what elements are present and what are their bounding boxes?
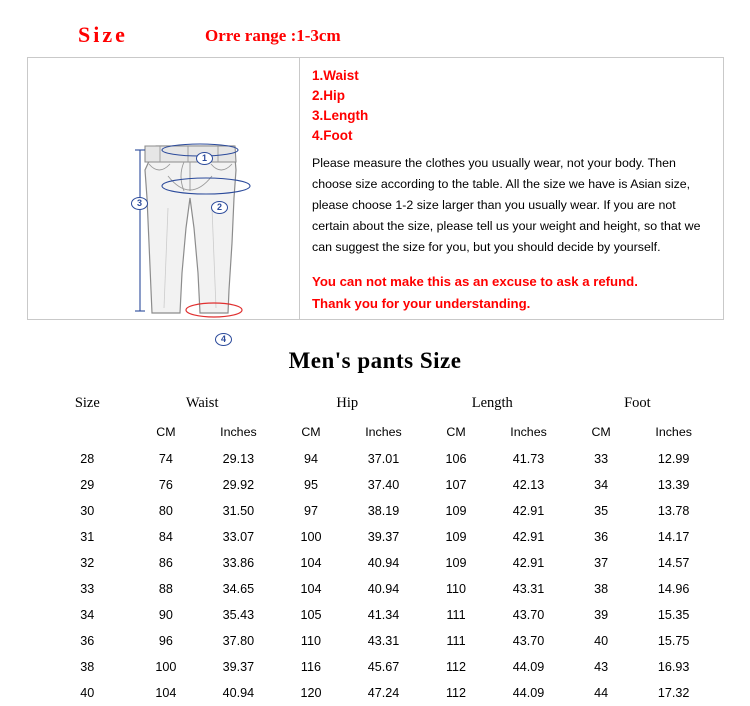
cell: 43.70: [512, 634, 545, 648]
cell: 36: [80, 634, 95, 648]
tolerance-note: Orre range :1-3cm: [205, 26, 341, 45]
cell: 36: [594, 530, 609, 544]
table-row: [45, 576, 710, 602]
cell: 16.93: [657, 660, 690, 674]
unit-header-hip-cm: CM: [301, 425, 321, 439]
cell: 41.73: [512, 452, 545, 466]
cell: 109: [445, 530, 467, 544]
cell: 40: [80, 686, 95, 700]
cell: 90: [158, 608, 173, 622]
cell: 104: [300, 556, 322, 570]
cell: 42.91: [512, 556, 545, 570]
table-row: [45, 498, 710, 524]
pants-diagram: [28, 58, 300, 344]
table-row: [45, 472, 710, 498]
cell: 34: [594, 478, 609, 492]
cell: 29.92: [222, 478, 255, 492]
cell: 17.32: [657, 686, 690, 700]
cell: 107: [445, 478, 467, 492]
cell: 42.13: [512, 478, 545, 492]
measure-point-list: [312, 66, 713, 146]
cell: 40.94: [367, 582, 400, 596]
cell: 112: [445, 686, 467, 700]
page-title: Size: [78, 22, 128, 47]
cell: 104: [300, 582, 322, 596]
cell: 28: [80, 452, 95, 466]
callout-hip: 2: [211, 201, 228, 214]
cell: 39: [594, 608, 609, 622]
cell: 44: [594, 686, 609, 700]
cell: 43.31: [367, 634, 400, 648]
unit-header-foot-cm: CM: [591, 425, 611, 439]
cell: 74: [158, 452, 173, 466]
cell: 111: [446, 608, 466, 622]
measure-point-2: 2.Hip: [312, 88, 346, 103]
cell: 120: [300, 686, 322, 700]
callout-waist: 1: [196, 152, 213, 165]
table-row: [45, 680, 710, 706]
cell: 12.99: [657, 452, 690, 466]
cell: 43.31: [512, 582, 545, 596]
cell: 43.70: [512, 608, 545, 622]
table-group-header-row: [45, 392, 710, 418]
unit-header-length-in: Inches: [510, 425, 547, 439]
cell: 45.67: [367, 660, 400, 674]
unit-header-waist-in: Inches: [220, 425, 257, 439]
refund-warning-line-2: Thank you for your understanding.: [312, 296, 531, 311]
cell: 96: [158, 634, 173, 648]
unit-header-length-cm: CM: [446, 425, 466, 439]
cell: 33: [594, 452, 609, 466]
cell: 29.13: [222, 452, 255, 466]
cell: 42.91: [512, 504, 545, 518]
cell: 32: [80, 556, 95, 570]
cell: 106: [445, 452, 467, 466]
cell: 41.34: [367, 608, 400, 622]
table-row: [45, 654, 710, 680]
group-header-waist: Waist: [185, 394, 219, 411]
cell: 38: [80, 660, 95, 674]
cell: 38: [594, 582, 609, 596]
cell: 110: [445, 582, 467, 596]
unit-header-waist-cm: CM: [156, 425, 176, 439]
table-row: [45, 446, 710, 472]
cell: 14.57: [657, 556, 690, 570]
cell: 40.94: [367, 556, 400, 570]
unit-header-blank: [45, 418, 130, 446]
mens-pants-size-table: [45, 392, 710, 706]
cell: 37.80: [222, 634, 255, 648]
cell: 100: [300, 530, 322, 544]
cell: 39.37: [367, 530, 400, 544]
cell: 47.24: [367, 686, 400, 700]
cell: 109: [445, 504, 467, 518]
cell: 86: [158, 556, 173, 570]
table-row: [45, 602, 710, 628]
cell: 15.35: [657, 608, 690, 622]
cell: 94: [303, 452, 318, 466]
cell: 29: [80, 478, 95, 492]
measure-point-3: 3.Length: [312, 108, 369, 123]
table-unit-header-row: [45, 418, 710, 446]
cell: 34: [80, 608, 95, 622]
cell: 40: [594, 634, 609, 648]
table-title: Men's pants Size: [288, 348, 462, 373]
unit-header-hip-in: Inches: [365, 425, 402, 439]
cell: 13.78: [657, 504, 690, 518]
cell: 80: [158, 504, 173, 518]
cell: 84: [158, 530, 173, 544]
measure-point-4: 4.Foot: [312, 128, 353, 143]
cell: 111: [446, 634, 466, 648]
refund-warning-line-1: You can not make this as an excuse to ask a refund.: [312, 274, 638, 289]
cell: 33.86: [222, 556, 255, 570]
cell: 37: [594, 556, 609, 570]
cell: 15.75: [657, 634, 690, 648]
cell: 38.19: [367, 504, 400, 518]
cell: 30: [80, 504, 95, 518]
cell: 104: [155, 686, 177, 700]
cell: 34.65: [222, 582, 255, 596]
cell: 105: [300, 608, 322, 622]
cell: 42.91: [512, 530, 545, 544]
cell: 35.43: [222, 608, 255, 622]
measure-instructions: Please measure the clothes you usually wear, not your body. Then choose size according to the table. All the size we have is Asian size, please choose 1-2 size larger than you usually wear. If you are not certain about the size, please tell us your weight and height, so that we can suggest the size for you, but you should decide by yourself.: [312, 156, 701, 254]
callout-length: 3: [131, 197, 148, 210]
table-row: [45, 628, 710, 654]
cell: 35: [594, 504, 609, 518]
cell: 109: [445, 556, 467, 570]
cell: 44.09: [512, 686, 545, 700]
cell: 116: [300, 660, 321, 674]
cell: 97: [303, 504, 318, 518]
pants-illustration-svg: [28, 58, 300, 319]
table-row: [45, 524, 710, 550]
cell: 31: [80, 530, 95, 544]
cell: 33: [80, 582, 95, 596]
cell: 43: [594, 660, 609, 674]
callout-foot: 4: [215, 333, 232, 346]
size-guide-text: [300, 58, 723, 319]
cell: 14.96: [657, 582, 690, 596]
cell: 95: [303, 478, 318, 492]
cell: 40.94: [222, 686, 255, 700]
cell: 76: [158, 478, 173, 492]
cell: 13.39: [657, 478, 690, 492]
table-row: [45, 550, 710, 576]
cell: 31.50: [222, 504, 255, 518]
group-header-size: Size: [74, 394, 100, 411]
cell: 37.40: [367, 478, 400, 492]
group-header-foot: Foot: [624, 394, 651, 411]
cell: 110: [300, 634, 321, 648]
measure-point-1: 1.Waist: [312, 68, 359, 83]
unit-header-foot-in: Inches: [655, 425, 692, 439]
size-guide-panel: [27, 57, 724, 344]
cell: 100: [155, 660, 177, 674]
cell: 14.17: [657, 530, 690, 544]
page-header: [0, 0, 750, 58]
cell: 37.01: [367, 452, 400, 466]
cell: 112: [445, 660, 467, 674]
cell: 88: [158, 582, 173, 596]
group-header-length: Length: [471, 394, 513, 411]
cell: 33.07: [222, 530, 255, 544]
group-header-hip: Hip: [336, 394, 359, 411]
cell: 39.37: [222, 660, 255, 674]
cell: 44.09: [512, 660, 545, 674]
